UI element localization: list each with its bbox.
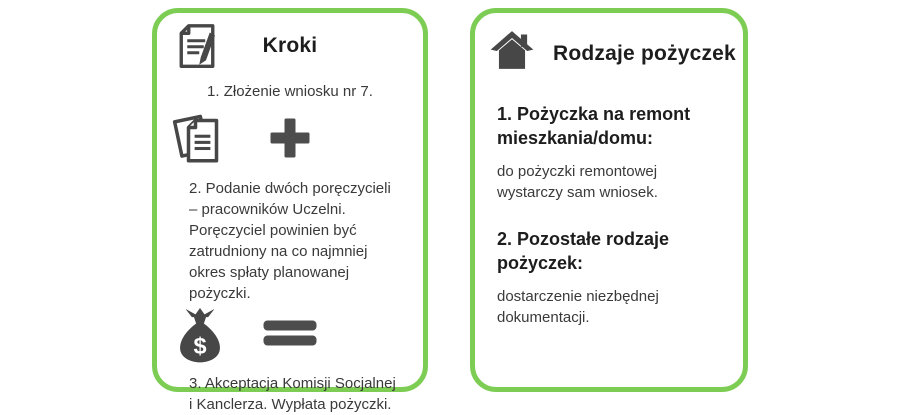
step-1-text: 1. Złożenie wniosku nr 7.: [207, 83, 373, 100]
document-pencil-icon: [173, 22, 221, 75]
step-3-text: 3. Akceptacja Komisji Socjalnej i Kanclerza. Wypłata pożyczki.: [189, 375, 396, 413]
money-bag-icon: [171, 306, 229, 373]
step-3-icon-row: [157, 306, 423, 366]
loan-type-2-heading: 2. Pozostałe rodzaje pożyczek:: [497, 229, 670, 273]
steps-card-title: Kroki: [262, 34, 318, 57]
steps-card: [152, 8, 428, 413]
loan-types-title: Rodzaje pożyczek: [553, 41, 736, 65]
step-2-text: 2. Podanie dwóch poręczycieli – pracowników Uczelni. Poręczyciel powinien być zatrudniony na co najmniej okres spłaty planowanej pożyczki.: [189, 180, 391, 302]
loan-type-1-body: do pożyczki remontowej wystarczy sam wniosek.: [497, 163, 658, 201]
home-icon: [489, 29, 535, 78]
documents-icon: [171, 110, 227, 171]
step-2-icon-row: [157, 110, 423, 168]
loan-types-header: [489, 29, 743, 78]
loan-type-1-heading: 1. Pożyczka na remont mieszkania/domu:: [497, 104, 691, 148]
plus-icon: [268, 116, 312, 165]
dollar-sign: $: [193, 333, 207, 360]
steps-card-header: [157, 22, 423, 70]
equals-icon: [263, 320, 317, 352]
loan-type-2-body: dostarczenie niezbędnej dokumentacji.: [497, 288, 659, 326]
loan-types-card: [470, 8, 748, 392]
